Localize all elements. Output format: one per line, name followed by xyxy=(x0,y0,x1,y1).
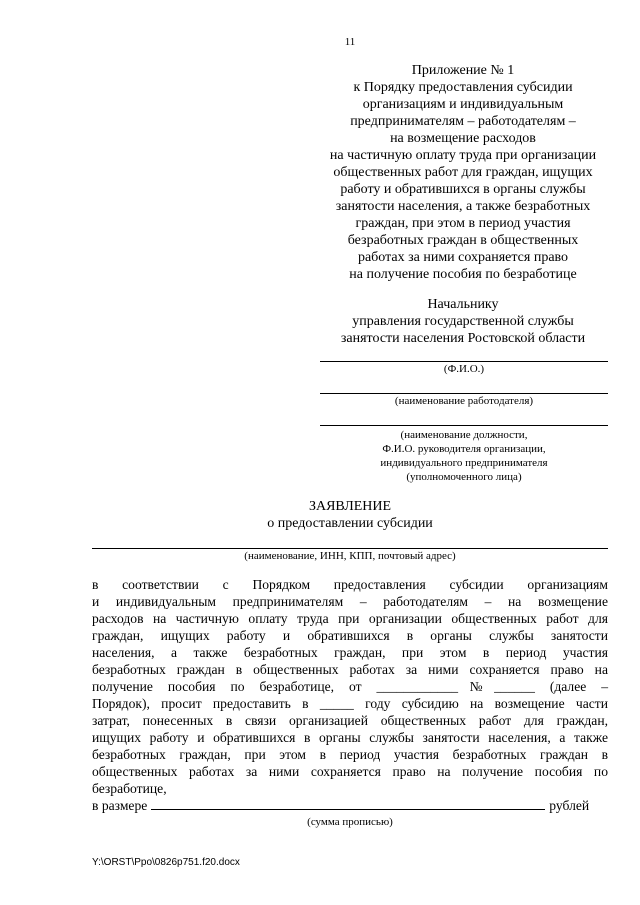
position-caption-line: (наименование должности, xyxy=(400,429,528,441)
body-line: безработных граждан в общественных работах за ними сохраняется право на xyxy=(92,662,608,677)
amount-prefix: в размере xyxy=(92,798,148,813)
employer-caption: (наименование работодателя) xyxy=(394,395,534,407)
employer-field[interactable] xyxy=(320,393,608,408)
document-title xyxy=(0,498,640,532)
body-line: расходов на частичную оплату труда при организации общественных работ для xyxy=(92,611,608,626)
applicant-underline[interactable] xyxy=(92,548,608,549)
body-line: ищущих работу и обратившихся в органы службы занятости населения, а также xyxy=(92,730,608,745)
addressee-line: занятости населения Ростовской области xyxy=(340,331,586,346)
amount-caption: (сумма прописью) xyxy=(307,816,393,828)
appendix-line: организациям и индивидуальным xyxy=(362,97,564,112)
amount-suffix: рублей xyxy=(549,798,590,813)
position-field[interactable] xyxy=(320,425,608,484)
amount-row xyxy=(92,797,608,814)
applicant-caption: (наименование, ИНН, КПП, почтовый адрес) xyxy=(244,550,456,562)
amount-blank[interactable] xyxy=(151,797,545,810)
body-line: безработных граждан, при этом в период участия безработных граждан в xyxy=(92,747,608,762)
addressee-line: управления государственной службы xyxy=(352,314,574,329)
position-underline xyxy=(320,425,608,426)
appendix-header xyxy=(318,62,608,283)
appendix-line: общественных работ для граждан, ищущих xyxy=(333,165,593,180)
fio-field[interactable] xyxy=(320,361,608,376)
body-line: и индивидуальным предпринимателям – работодателям – на возмещение xyxy=(92,594,608,609)
addressee-block xyxy=(318,296,608,347)
body-line: населения, а также безработных граждан, при этом в период участия xyxy=(92,645,608,660)
addressee-line: Начальнику xyxy=(427,297,499,312)
appendix-line: работу и обратившихся в органы службы xyxy=(340,182,586,197)
appendix-line: Приложение № 1 xyxy=(411,63,515,78)
body-line: безработице, xyxy=(92,781,167,796)
title-main: ЗАЯВЛЕНИЕ xyxy=(308,499,392,514)
appendix-line: на частичную оплату труда при организации xyxy=(329,148,597,163)
body-line: граждан, ищущих работу и обратившихся в органы службы занятости xyxy=(92,628,608,643)
page-number: 11 xyxy=(344,36,356,48)
appendix-line: работах за ними сохраняется право xyxy=(357,250,569,265)
appendix-line: занятости населения, а также безработных xyxy=(335,199,591,214)
file-path-footer: Y:\ORST\Ppo\0826p751.f20.docx xyxy=(92,857,240,868)
body-line: получение пособия по безработице, от ____________№______ (далее – xyxy=(92,679,608,694)
body-line: общественных работах за ними сохраняется право на получение пособия по xyxy=(92,764,608,779)
appendix-line: предпринимателям – работодателям – xyxy=(350,114,576,129)
title-sub: о предоставлении субсидии xyxy=(267,516,433,531)
position-caption-line: индивидуального предпринимателя xyxy=(380,457,548,469)
body-line: Порядок), просит предоставить в _____ году субсидию на возмещение части xyxy=(92,696,608,711)
appendix-line: безработных граждан в общественных xyxy=(347,233,579,248)
appendix-line: на возмещение расходов xyxy=(390,131,536,146)
appendix-line: к Порядку предоставления субсидии xyxy=(353,80,573,95)
position-caption-line: Ф.И.О. руководителя организации, xyxy=(382,443,546,455)
position-caption-line: (уполномоченного лица) xyxy=(406,471,522,483)
fio-caption: (Ф.И.О.) xyxy=(443,363,485,375)
application-body xyxy=(92,576,608,797)
body-line: в соответствии с Порядком предоставления субсидии организациям xyxy=(92,577,608,592)
appendix-line: на получение пособия по безработице xyxy=(349,267,577,282)
body-line: затрат, понесенных в связи организацией общественных работ для граждан, xyxy=(92,713,608,728)
appendix-line: граждан, при этом в период участия xyxy=(355,216,571,231)
